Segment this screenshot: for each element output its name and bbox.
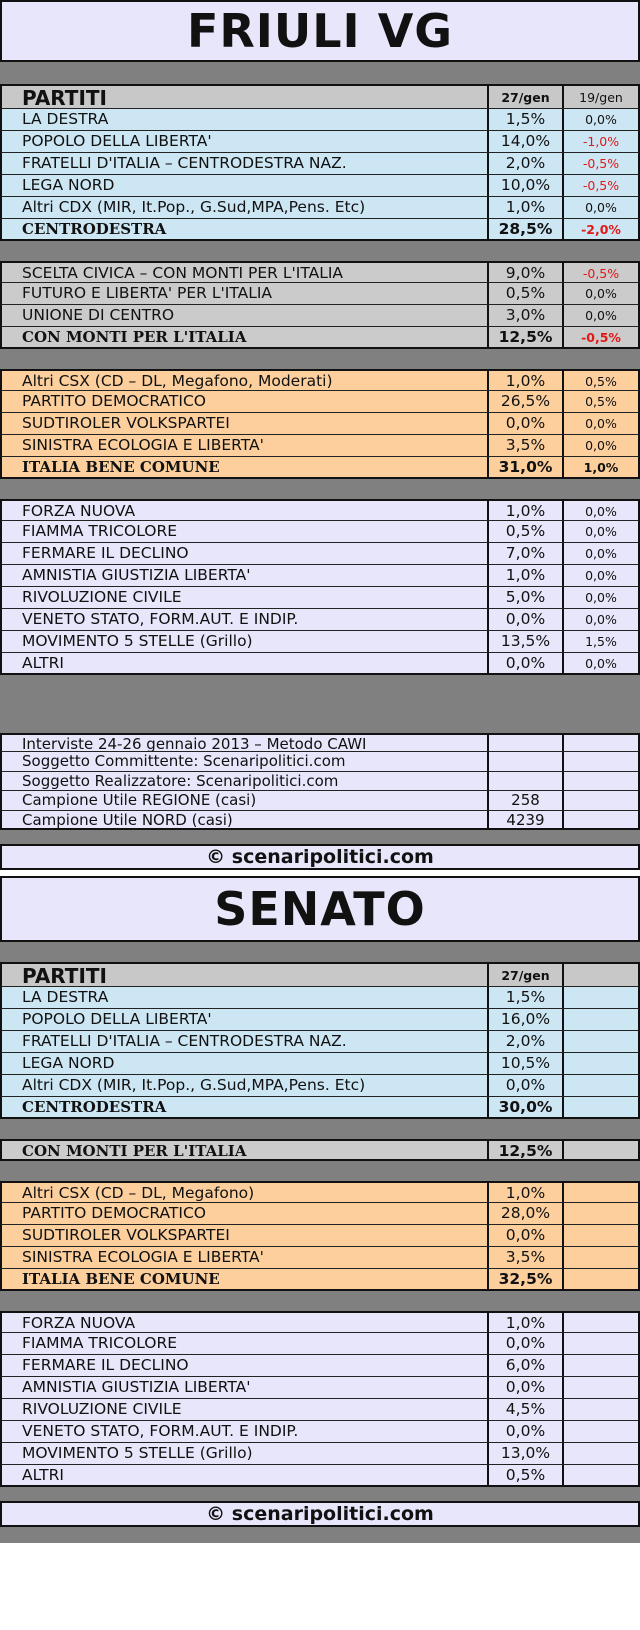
table-header [0, 962, 640, 987]
party-percentage: 26,5% [487, 391, 562, 412]
senate-title: SENATO [0, 876, 640, 942]
party-name: SUDTIROLER VOLKSPARTEI [22, 1225, 230, 1244]
party-change [562, 1333, 638, 1354]
spacer [0, 1291, 640, 1311]
info-value: 4239 [487, 811, 562, 828]
party-name: MOVIMENTO 5 STELLE (Grillo) [22, 632, 253, 650]
party-percentage: 14,0% [487, 131, 562, 152]
party-change [562, 1355, 638, 1376]
party-change [562, 987, 638, 1008]
party-change [562, 1141, 638, 1159]
spacer [0, 62, 640, 84]
party-name: RIVOLUZIONE CIVILE [22, 1399, 182, 1418]
party-change: 0,0% [562, 587, 638, 608]
party-change: 0,5% [562, 391, 638, 412]
party-percentage: 6,0% [487, 1355, 562, 1376]
party-change: 0,0% [562, 653, 638, 673]
party-name: AMNISTIA GIUSTIZIA LIBERTA' [22, 1377, 251, 1396]
party-percentage: 0,0% [487, 413, 562, 434]
party-percentage: 0,0% [487, 609, 562, 630]
party-percentage: 10,5% [487, 1053, 562, 1074]
party-percentage: 10,0% [487, 175, 562, 196]
party-change [562, 1247, 638, 1268]
info-empty-cell [562, 735, 638, 751]
table-row [0, 1443, 640, 1465]
party-change: 0,0% [562, 543, 638, 564]
party-percentage: 0,5% [487, 1465, 562, 1485]
header-parties: PARTITI [22, 963, 107, 986]
copyright-banner: © scenaripolitici.com [0, 844, 640, 870]
party-name: ALTRI [22, 654, 64, 672]
party-change [562, 1009, 638, 1030]
table-row [0, 369, 640, 391]
spacer [0, 1527, 640, 1543]
party-percentage: 30,0% [487, 1097, 562, 1117]
party-change: 0,0% [562, 521, 638, 542]
party-percentage: 0,0% [487, 653, 562, 673]
party-name: CENTRODESTRA [22, 1097, 167, 1116]
table-row [0, 109, 640, 131]
party-change: 0,0% [562, 305, 638, 326]
party-change: 1,0% [562, 457, 638, 477]
party-name: SINISTRA ECOLOGIA E LIBERTA' [22, 436, 264, 454]
info-label: Interviste 24-26 gennaio 2013 – Metodo CAWI [22, 735, 367, 752]
info-value [487, 772, 562, 790]
party-change [562, 1075, 638, 1096]
table-row [0, 1203, 640, 1225]
header-parties: PARTITI [22, 86, 107, 108]
party-name: SCELTA CIVICA – CON MONTI PER L'ITALIA [22, 264, 344, 282]
party-percentage: 4,5% [487, 1399, 562, 1420]
party-name: PARTITO DEMOCRATICO [22, 392, 206, 410]
table-row [0, 1225, 640, 1247]
party-name: AMNISTIA GIUSTIZIA LIBERTA' [22, 566, 251, 584]
info-row [0, 811, 640, 830]
party-percentage: 0,0% [487, 1421, 562, 1442]
table-row [0, 153, 640, 175]
party-percentage: 1,0% [487, 1183, 562, 1202]
party-name: FRATELLI D'ITALIA – CENTRODESTRA NAZ. [22, 1031, 347, 1050]
party-change [562, 1183, 638, 1202]
party-change: 0,0% [562, 283, 638, 304]
header-date-previous: 19/gen [562, 86, 638, 108]
table-row [0, 131, 640, 153]
party-name: Altri CSX (CD – DL, Megafono, Moderati) [22, 372, 333, 390]
party-name: RIVOLUZIONE CIVILE [22, 588, 182, 606]
party-name: Altri CSX (CD – DL, Megafono) [22, 1183, 255, 1202]
party-change [562, 1465, 638, 1485]
info-value: 258 [487, 791, 562, 809]
party-name: VENETO STATO, FORM.AUT. E INDIP. [22, 1421, 299, 1440]
party-change [562, 1443, 638, 1464]
table-row-total [0, 1097, 640, 1119]
party-name: PARTITO DEMOCRATICO [22, 1203, 206, 1222]
party-percentage: 12,5% [487, 1141, 562, 1159]
table-row [0, 1053, 640, 1075]
info-row [0, 733, 640, 752]
table-row [0, 413, 640, 435]
party-name: ALTRI [22, 1465, 64, 1484]
party-change: -0,5% [562, 153, 638, 174]
party-change: 0,5% [562, 371, 638, 390]
party-name: FERMARE IL DECLINO [22, 544, 189, 562]
party-name: POPOLO DELLA LIBERTA' [22, 132, 212, 150]
party-percentage: 0,0% [487, 1225, 562, 1246]
party-name: VENETO STATO, FORM.AUT. E INDIP. [22, 610, 299, 628]
spacer [0, 1487, 640, 1501]
info-label: Soggetto Realizzatore: Scenaripolitici.com [22, 771, 339, 790]
table-row [0, 565, 640, 587]
party-name: LEGA NORD [22, 176, 115, 194]
party-name: CON MONTI PER L'ITALIA [22, 328, 247, 346]
spacer [0, 675, 640, 733]
party-percentage: 7,0% [487, 543, 562, 564]
table-row [0, 283, 640, 305]
party-name: POPOLO DELLA LIBERTA' [22, 1009, 212, 1028]
table-row [0, 1075, 640, 1097]
party-name: SINISTRA ECOLOGIA E LIBERTA' [22, 1247, 264, 1266]
table-row [0, 391, 640, 413]
survey-info [0, 733, 640, 830]
table-row [0, 631, 640, 653]
info-empty-cell [562, 752, 638, 770]
table-row [0, 1377, 640, 1399]
party-percentage: 16,0% [487, 1009, 562, 1030]
info-label: Campione Utile REGIONE (casi) [22, 791, 257, 810]
table-row-total [0, 1269, 640, 1291]
party-change: 0,0% [562, 413, 638, 434]
table-row [0, 1247, 640, 1269]
table-row [0, 175, 640, 197]
party-percentage: 3,0% [487, 305, 562, 326]
info-row [0, 752, 640, 771]
table-row [0, 587, 640, 609]
table-row [0, 609, 640, 631]
party-name: LA DESTRA [22, 987, 109, 1006]
party-change: 1,5% [562, 631, 638, 652]
info-empty-cell [562, 772, 638, 790]
party-name: FERMARE IL DECLINO [22, 1355, 189, 1374]
party-name: LEGA NORD [22, 1053, 115, 1072]
party-percentage: 31,0% [487, 457, 562, 477]
table-row [0, 1311, 640, 1333]
party-percentage: 1,5% [487, 109, 562, 130]
table-row [0, 197, 640, 219]
header-date-current: 27/gen [487, 964, 562, 986]
table-row [0, 1031, 640, 1053]
party-change: 0,0% [562, 501, 638, 520]
table-row [0, 1009, 640, 1031]
table-row-total [0, 219, 640, 241]
table-row [0, 521, 640, 543]
table-row [0, 305, 640, 327]
party-change [562, 1269, 638, 1289]
party-name: ITALIA BENE COMUNE [22, 1269, 220, 1288]
party-change: 0,0% [562, 109, 638, 130]
spacer [0, 349, 640, 369]
party-percentage: 0,5% [487, 521, 562, 542]
header-date-previous [562, 964, 638, 986]
party-name: FRATELLI D'ITALIA – CENTRODESTRA NAZ. [22, 154, 347, 172]
party-change: -1,0% [562, 131, 638, 152]
party-percentage: 1,0% [487, 197, 562, 218]
spacer [0, 479, 640, 499]
party-change [562, 1421, 638, 1442]
party-change: 0,0% [562, 197, 638, 218]
party-percentage: 13,0% [487, 1443, 562, 1464]
party-change: -2,0% [562, 219, 638, 239]
spacer [0, 1119, 640, 1139]
party-change [562, 1053, 638, 1074]
party-percentage: 0,0% [487, 1333, 562, 1354]
party-change [562, 1097, 638, 1117]
party-name: FORZA NUOVA [22, 1313, 136, 1332]
party-percentage: 0,5% [487, 283, 562, 304]
party-change: -0,5% [562, 175, 638, 196]
party-percentage: 28,5% [487, 219, 562, 239]
party-name: FIAMMA TRICOLORE [22, 522, 178, 540]
table-row-total [0, 1139, 640, 1161]
senate-table-body [0, 987, 640, 1487]
spacer [0, 241, 640, 261]
party-percentage: 5,0% [487, 587, 562, 608]
table-row [0, 499, 640, 521]
party-percentage: 3,5% [487, 1247, 562, 1268]
table-row [0, 987, 640, 1009]
party-name: LA DESTRA [22, 110, 109, 128]
party-name: FORZA NUOVA [22, 502, 136, 520]
party-percentage: 13,5% [487, 631, 562, 652]
party-name: FUTURO E LIBERTA' PER L'ITALIA [22, 284, 273, 302]
spacer [0, 942, 640, 962]
table-row-total [0, 457, 640, 479]
party-name: ITALIA BENE COMUNE [22, 458, 220, 476]
party-change [562, 1203, 638, 1224]
party-change [562, 1031, 638, 1052]
table-row [0, 1399, 640, 1421]
party-percentage: 32,5% [487, 1269, 562, 1289]
party-percentage: 1,0% [487, 501, 562, 520]
table-row [0, 1465, 640, 1487]
party-percentage: 9,0% [487, 263, 562, 282]
party-percentage: 12,5% [487, 327, 562, 347]
party-percentage: 0,0% [487, 1075, 562, 1096]
table-row [0, 435, 640, 457]
header-date-current: 27/gen [487, 86, 562, 108]
info-empty-cell [562, 811, 638, 828]
party-name: UNIONE DI CENTRO [22, 306, 175, 324]
party-name: Altri CDX (MIR, It.Pop., G.Sud,MPA,Pens. Etc) [22, 198, 366, 216]
table-row [0, 261, 640, 283]
info-label: Campione Utile NORD (casi) [22, 810, 233, 828]
party-change: 0,0% [562, 609, 638, 630]
party-change: 0,0% [562, 435, 638, 456]
info-row [0, 772, 640, 791]
party-change [562, 1225, 638, 1246]
party-percentage: 0,0% [487, 1377, 562, 1398]
party-percentage: 2,0% [487, 153, 562, 174]
party-name: CON MONTI PER L'ITALIA [22, 1141, 247, 1159]
info-value [487, 752, 562, 770]
region-title: FRIULI VG [0, 0, 640, 62]
party-percentage: 28,0% [487, 1203, 562, 1224]
party-percentage: 1,0% [487, 1313, 562, 1332]
party-name: FIAMMA TRICOLORE [22, 1333, 178, 1352]
party-change [562, 1377, 638, 1398]
party-name: Altri CDX (MIR, It.Pop., G.Sud,MPA,Pens. Etc) [22, 1075, 366, 1094]
info-empty-cell [562, 791, 638, 809]
party-percentage: 1,0% [487, 565, 562, 586]
table-row [0, 1181, 640, 1203]
party-change: -0,5% [562, 263, 638, 282]
table-row [0, 1333, 640, 1355]
table-row [0, 543, 640, 565]
party-change [562, 1313, 638, 1332]
party-change [562, 1399, 638, 1420]
party-name: CENTRODESTRA [22, 220, 167, 238]
party-percentage: 1,5% [487, 987, 562, 1008]
info-label: Soggetto Committente: Scenaripolitici.com [22, 752, 346, 771]
party-change: -0,5% [562, 327, 638, 347]
info-value [487, 735, 562, 751]
spacer [0, 1161, 640, 1181]
table-row-total [0, 327, 640, 349]
copyright-banner: © scenaripolitici.com [0, 1501, 640, 1527]
table-row [0, 653, 640, 675]
table-row [0, 1355, 640, 1377]
party-change: 0,0% [562, 565, 638, 586]
party-name: MOVIMENTO 5 STELLE (Grillo) [22, 1443, 253, 1462]
party-percentage: 1,0% [487, 371, 562, 390]
party-percentage: 2,0% [487, 1031, 562, 1052]
table-row [0, 1421, 640, 1443]
party-name: SUDTIROLER VOLKSPARTEI [22, 414, 230, 432]
spacer [0, 830, 640, 844]
party-percentage: 3,5% [487, 435, 562, 456]
friuli-table-body [0, 109, 640, 675]
info-row [0, 791, 640, 810]
table-header [0, 84, 640, 109]
